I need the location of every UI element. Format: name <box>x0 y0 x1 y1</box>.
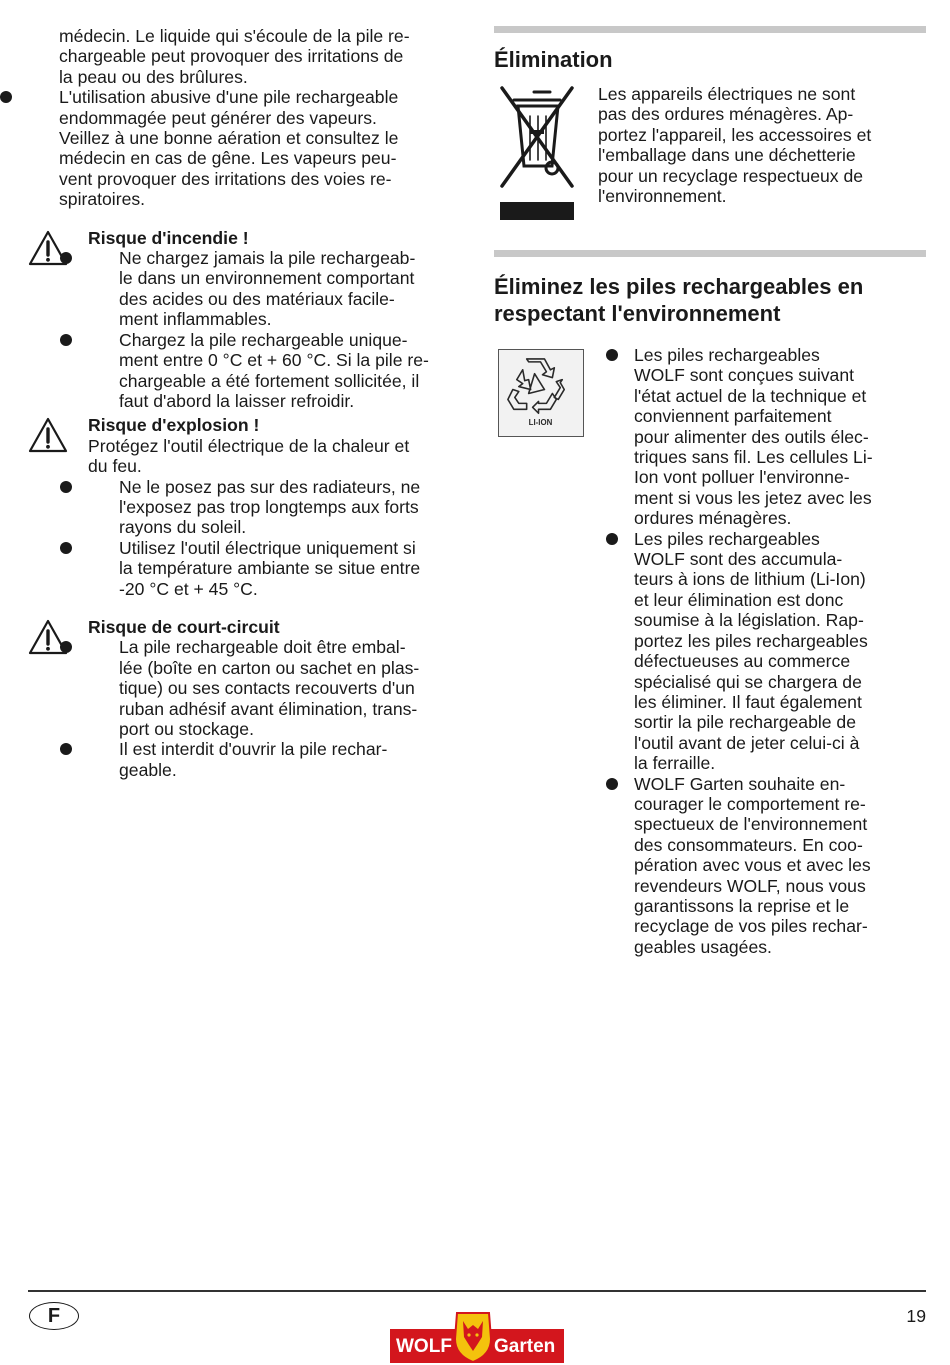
bullet-icon <box>60 252 72 264</box>
wolf-garten-logo <box>390 1309 564 1363</box>
fire-warning <box>28 228 460 412</box>
logo-wolf-text: WOLF <box>396 1336 452 1357</box>
explosion-warning-text: Protégez l'outil électrique de la chaleur et du feu. <box>88 435 410 477</box>
section-divider <box>494 26 926 33</box>
battery-disposal-heading: Éliminez les piles rechargeables en respectant l'environnement <box>494 274 864 326</box>
crossed-bin-icon <box>496 84 578 220</box>
bullet-text: Utilisez l'outil électrique uniquement si la température ambiante se situe entre -20 °C et + 45 °C. <box>119 537 421 599</box>
bullet-text: L'utilisation abusive d'une pile rechargeable endommagée peut générer des vapeurs. Veillez à une bonne aération et consultez le médecin en cas de gêne. Les vapeurs peu- vent provoquer des irritations des voies re- spiratoires. <box>59 87 399 210</box>
warning-triangle-icon <box>28 417 68 453</box>
battery-list <box>634 345 926 957</box>
list-item <box>634 345 926 529</box>
fire-warning-title: Risque d'incendie ! <box>88 227 249 248</box>
bullet-icon <box>60 542 72 554</box>
list-item <box>88 739 460 780</box>
intro-paragraph: médecin. Le liquide qui s'écoule de la pile re- chargeable peut provoquer des irritations de la peau ou des brûlures. <box>59 26 410 87</box>
bullet-icon <box>0 91 12 103</box>
bullet-text: WOLF Garten souhaite en- courager le comportement re- spectueux de l'environnement des consommateurs. En coo- pération avec vous et avec les revendeurs WOLF, nous vous garantissons la reprise et le recyclage de vos piles rechar- geables usagées. <box>634 773 871 957</box>
elimination-text: Les appareils électriques ne sont pas des ordures ménagères. Ap- portez l'appareil, les accessoires et l'emballage dans une déchetterie pour un recyclage respectueux de l'environnement. <box>598 84 872 207</box>
battery-disposal-section <box>494 345 926 957</box>
elimination-section <box>494 84 926 234</box>
elimination-heading: Élimination <box>494 47 613 72</box>
recycle-icon-label: LI-ION <box>528 418 553 428</box>
bullet-text: La pile rechargeable doit être embal- lée (boîte en carton ou sachet en plas- tique) ou ses contacts recouverts d'un ruban adhésif avant élimination, trans- port ou stockage. <box>119 637 420 739</box>
recycle-icon <box>498 349 584 437</box>
list-item <box>634 529 926 774</box>
explosion-warning-title: Risque d'explosion ! <box>88 415 260 436</box>
list-item <box>88 477 460 538</box>
bullet-icon <box>60 743 72 755</box>
language-badge: F <box>29 1302 79 1330</box>
bullet-text: Les piles rechargeables WOLF sont des accumula- teurs à ions de lithium (Li-Ion) et leur élimination est donc soumise à la législation. Rap- portez les piles rechargeables défectueuses au commerce spécialisé qui se chargera de les éliminer. Il faut également sortir la pile rechargeable de l'outil avant de jeter celui-ci à la ferraille. <box>634 528 868 774</box>
list-item <box>88 637 460 739</box>
bullet-text: Il est interdit d'ouvrir la pile rechar- geable. <box>119 739 388 780</box>
list-item <box>28 87 460 209</box>
short-circuit-warning-title: Risque de court-circuit <box>88 616 280 637</box>
bullet-text: Chargez la pile rechargeable unique- ment entre 0 °C et + 60 °C. Si la pile re- chargeable a été fortement sollicitée, il faut d'abord la laisser refroidir. <box>119 329 429 411</box>
bullet-icon <box>606 778 618 790</box>
bullet-icon <box>606 349 618 361</box>
bullet-icon <box>606 533 618 545</box>
section-divider <box>494 250 926 257</box>
bullet-text: Les piles rechargeables WOLF sont conçues suivant l'état actuel de la technique et conviennent parfaitement pour alimenter des outils élec- triques sans fil. Les cellules Li- Ion vont polluer l'environne- ment si vous les jetez avec les ordures ménagères. <box>634 345 873 529</box>
short-circuit-warning <box>28 617 460 780</box>
bullet-text: Ne le posez pas sur des radiateurs, ne l'exposez pas trop longtemps aux forts rayons du soleil. <box>119 476 421 538</box>
bullet-text: Ne chargez jamais la pile rechargeab- le dans un environnement comportant des acides ou des matériaux facile- ment inflammables. <box>119 248 416 330</box>
right-column <box>494 26 926 957</box>
page-number: 19 <box>906 1306 926 1326</box>
list-item <box>634 774 926 958</box>
list-item <box>88 330 460 412</box>
footer-divider <box>28 1290 926 1292</box>
wolf-head-icon <box>451 1309 495 1363</box>
explosion-warning <box>28 415 460 599</box>
logo-garten-text: Garten <box>494 1336 556 1357</box>
left-column <box>28 26 460 780</box>
bullet-icon <box>60 641 72 653</box>
list-item <box>88 248 460 330</box>
bullet-icon <box>60 334 72 346</box>
list-item <box>88 538 460 599</box>
bullet-icon <box>60 481 72 493</box>
